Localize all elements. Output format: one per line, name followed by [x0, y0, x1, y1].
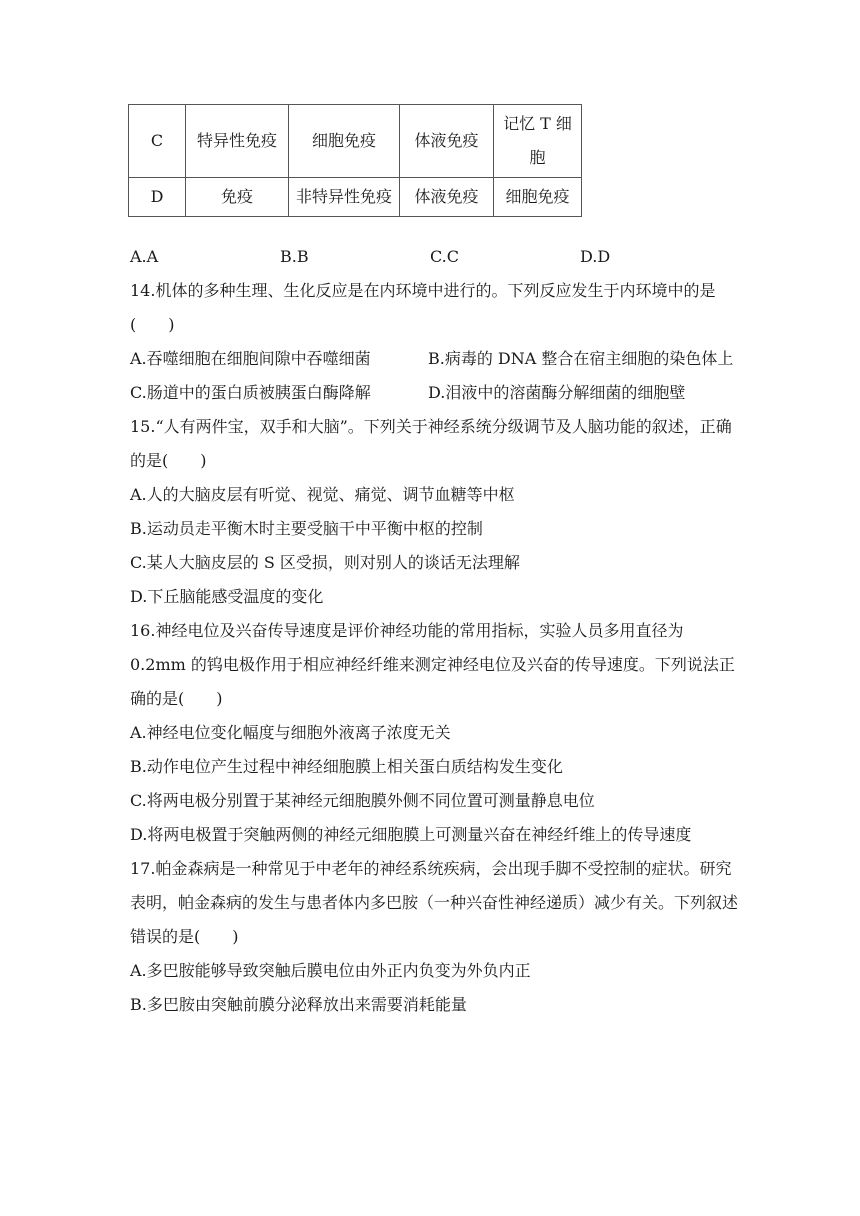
question-14-stem: 14.机体的多种生理、生化反应是在内环境中进行的。下列反应发生于内环境中的是( ) [130, 281, 716, 334]
q13-options [130, 240, 740, 274]
table-row [129, 178, 582, 217]
table-cell: 非特异性免疫 [289, 178, 400, 217]
option-b: B.病毒的 DNA 整合在宿主细胞的染色体上 [428, 349, 734, 368]
option-b: B.动作电位产生过程中神经细胞膜上相关蛋白质结构发生变化 [130, 757, 563, 776]
option-a: A.神经电位变化幅度与细胞外液离子浓度无关 [130, 723, 451, 742]
option-b: B.B [280, 247, 309, 266]
option-a: A.吞噬细胞在细胞间隙中吞噬细菌 [130, 349, 371, 368]
table-cell: C [129, 105, 186, 178]
option-c: C.将两电极分别置于某神经元细胞膜外侧不同位置可测量静息电位 [130, 791, 595, 810]
option-d: D.泪液中的溶菌酶分解细菌的细胞壁 [428, 383, 686, 402]
option-d: D.D [580, 247, 611, 266]
q14-options-cd [130, 376, 740, 410]
option-b: B.运动员走平衡木时主要受脑干中平衡中枢的控制 [130, 519, 483, 538]
question-16-stem: 16.神经电位及兴奋传导速度是评价神经功能的常用指标，实验人员多用直径为 0.2mm 的钨电极作用于相应神经纤维来测定神经电位及兴奋的传导速度。下列说法正确的是( ) [130, 621, 735, 708]
option-a: A.A [130, 247, 159, 266]
table-cell: 记忆 T 细胞 [494, 105, 582, 178]
option-a: A.人的大脑皮层有听觉、视觉、痛觉、调节血糖等中枢 [130, 485, 515, 504]
table-cell: 细胞免疫 [289, 105, 400, 178]
question-15-stem: 15.“人有两件宝，双手和大脑”。下列关于神经系统分级调节及人脑功能的叙述，正确的是( ) [130, 417, 732, 470]
table-cell: 体液免疫 [400, 105, 494, 178]
option-c: C.某人大脑皮层的 S 区受损，则对别人的谈话无法理解 [130, 553, 520, 572]
option-c: C.肠道中的蛋白质被胰蛋白酶降解 [130, 383, 371, 402]
option-b: B.多巴胺由突触前膜分泌释放出来需要消耗能量 [130, 995, 467, 1014]
answer-table [128, 104, 582, 217]
table-cell: 细胞免疫 [494, 178, 582, 217]
question-17-stem: 17.帕金森病是一种常见于中老年的神经系统疾病，会出现手脚不受控制的症状。研究表明，帕金森病的发生与患者体内多巴胺（一种兴奋性神经递质）减少有关。下列叙述错误的是( ) [130, 859, 739, 946]
option-d: D.下丘脑能感受温度的变化 [130, 587, 324, 606]
table-cell: 特异性免疫 [186, 105, 289, 178]
table-cell: D [129, 178, 186, 217]
option-a: A.多巴胺能够导致突触后膜电位由外正内负变为外负内正 [130, 961, 531, 980]
table-row [129, 105, 582, 178]
option-d: D.将两电极置于突触两侧的神经元细胞膜上可测量兴奋在神经纤维上的传导速度 [130, 825, 692, 844]
table-cell: 体液免疫 [400, 178, 494, 217]
q14-options-ab [130, 342, 740, 376]
table-cell: 免疫 [186, 178, 289, 217]
option-c: C.C [430, 247, 459, 266]
question-content [130, 240, 740, 1022]
